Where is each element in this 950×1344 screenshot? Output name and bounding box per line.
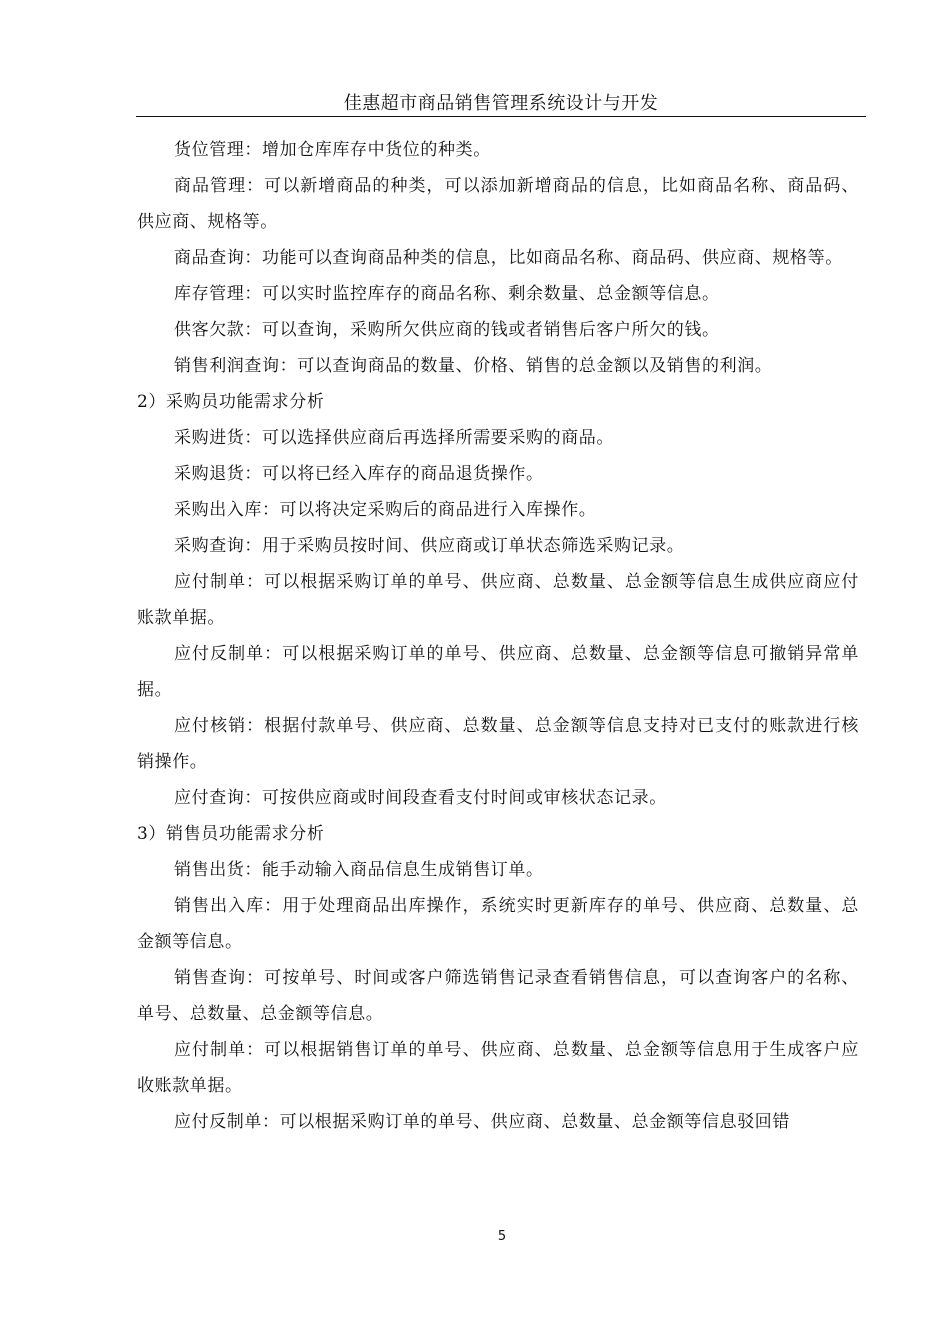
paragraph-sales-profit-query: 销售利润查询：可以查询商品的数量、价格、销售的总金额以及销售的利润。 bbox=[174, 356, 773, 376]
paragraph-payable-reverse: 应付反制单：可以根据采购订单的单号、供应商、总数量、总金额等信息可撤销异常单据。 bbox=[137, 644, 859, 700]
paragraph-sales-stock-io: 销售出入库：用于处理商品出库操作，系统实时更新库存的单号、供应商、总数量、总金额等信息。 bbox=[137, 896, 859, 952]
paragraph-customer-debt: 供客欠款：可以查询，采购所欠供应商的钱或者销售后客户所欠的钱。 bbox=[174, 320, 720, 340]
paragraph-payable-create: 应付制单：可以根据采购订单的单号、供应商、总数量、总金额等信息生成供应商应付账款单据。 bbox=[137, 572, 859, 628]
paragraph-location-management: 货位管理：增加仓库库存中货位的种类。 bbox=[174, 140, 491, 160]
paragraph-sales-query: 销售查询：可按单号、时间或客户筛选销售记录查看销售信息，可以查询客户的名称、单号、总数量、总金额等信息。 bbox=[137, 968, 859, 1024]
paragraph-payable-writeoff: 应付核销：根据付款单号、供应商、总数量、总金额等信息支持对已支付的账款进行核销操作。 bbox=[137, 716, 859, 772]
paragraph-payable-query: 应付查询：可按供应商或时间段查看支付时间或审核状态记录。 bbox=[174, 788, 667, 808]
paragraph-purchase-stock-io: 采购出入库：可以将决定采购后的商品进行入库操作。 bbox=[174, 500, 597, 520]
paragraph-purchase-in: 采购进货：可以选择供应商后再选择所需要采购的商品。 bbox=[174, 428, 614, 448]
page-number: 5 bbox=[497, 1229, 507, 1244]
paragraph-sales-shipment: 销售出货：能手动输入商品信息生成销售订单。 bbox=[174, 860, 544, 880]
paragraph-purchase-query: 采购查询：用于采购员按时间、供应商或订单状态筛选采购记录。 bbox=[174, 536, 685, 556]
page-header-title: 佳惠超市商品销售管理系统设计与开发 bbox=[343, 93, 659, 114]
paragraph-inventory-management: 库存管理：可以实时监控库存的商品名称、剩余数量、总金额等信息。 bbox=[174, 284, 720, 304]
header-divider bbox=[136, 116, 866, 117]
paragraph-purchase-return: 采购退货：可以将已经入库存的商品退货操作。 bbox=[174, 464, 544, 484]
document-body bbox=[137, 132, 859, 1140]
paragraph-sales-payable-create: 应付制单：可以根据销售订单的单号、供应商、总数量、总金额等信息用于生成客户应收账款单据。 bbox=[137, 1040, 859, 1096]
section-heading-salesperson: 3）销售员功能需求分析 bbox=[137, 824, 325, 844]
paragraph-product-query: 商品查询：功能可以查询商品种类的信息，比如商品名称、商品码、供应商、规格等。 bbox=[174, 248, 843, 268]
section-heading-purchaser: 2）采购员功能需求分析 bbox=[137, 392, 325, 412]
paragraph-product-management: 商品管理：可以新增商品的种类，可以添加新增商品的信息，比如商品名称、商品码、供应商、规格等。 bbox=[137, 176, 859, 232]
paragraph-sales-payable-reverse: 应付反制单：可以根据采购订单的单号、供应商、总数量、总金额等信息驳回错 bbox=[174, 1112, 790, 1132]
